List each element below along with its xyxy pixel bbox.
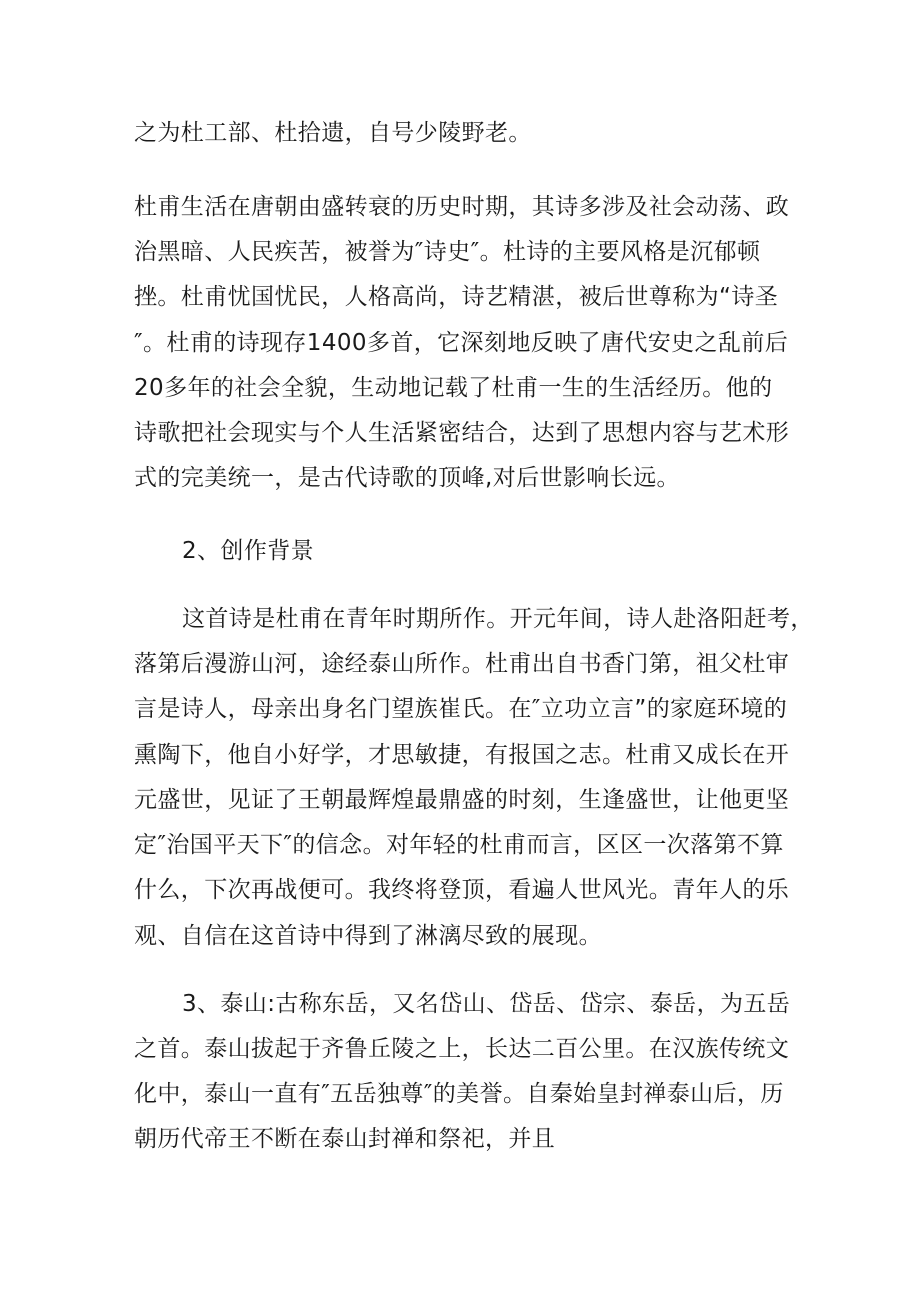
para1-line-1: 之为杜工部、杜拾遗，自号少陵野老。: [134, 120, 532, 146]
para4-line-4: 朝历代帝王不断在泰山封禅和祭祀，并且: [134, 1126, 556, 1152]
para3-line-3: 言是诗人，母亲出身名门望族崔氏。在″立功立言”的家庭环境的: [134, 696, 788, 722]
para2-line-5: 20多年的社会全貌，生动地记载了杜甫一生的生活经历。他的: [134, 375, 773, 401]
para2-line-2: 治黑暗、人民疾苦，被誉为″诗史″。杜诗的主要风格是沉郁顿: [134, 239, 761, 265]
para2-line-6: 诗歌把社会现实与个人生活紧密结合，达到了思想内容与艺术形: [134, 420, 790, 446]
para3-line-4: 熏陶下，他自小好学，才思敏捷，有报国之志。杜甫又成长在开: [134, 742, 790, 768]
para2-line-4: ″。杜甫的诗现存1400多首，它深刻地反映了唐代安史之乱前后: [134, 330, 789, 356]
para4-line-3: 化中，泰山一直有″五岳独尊″的美誉。自秦始皇封禅泰山后，历: [134, 1081, 784, 1107]
para2-line-3: 挫。杜甫忧国忧民，人格高尚，诗艺精湛，被后世尊称为“诗圣: [134, 284, 779, 310]
para3-line-5: 元盛世，见证了王朝最辉煌最鼎盛的时刻，生逢盛世，让他更坚: [134, 787, 790, 813]
para3-line-1: 这首诗是杜甫在青年时期所作。开元年间，诗人赴洛阳赶考，: [182, 606, 814, 632]
para4-line-2: 之首。泰山拔起于齐鲁丘陵之上，长达二百公里。在汉族传统文: [134, 1036, 790, 1062]
para3-line-6: 定″治国平天下″的信念。对年轻的杜甫而言，区区一次落第不算: [134, 832, 784, 858]
para3-line-7: 什么，下次再战便可。我终将登顶，看遍人世风光。青年人的乐: [134, 877, 790, 903]
para3-line-2: 落第后漫游山河，途经泰山所作。杜甫出自书香门第，祖父杜审: [134, 651, 790, 677]
section-heading-creation-background: 2、创作背景: [182, 538, 315, 564]
para3-line-8: 观、自信在这首诗中得到了淋漓尽致的展现。: [134, 923, 602, 949]
para4-line-1: 3、泰山:古称东岳，又名岱山、岱岳、岱宗、泰岳，为五岳: [182, 991, 791, 1017]
para2-line-1: 杜甫生活在唐朝由盛转衰的历史时期，其诗多涉及社会动荡、政: [134, 194, 790, 220]
para2-line-7: 式的完美统一，是古代诗歌的顶峰,对后世影响长远。: [134, 465, 680, 491]
